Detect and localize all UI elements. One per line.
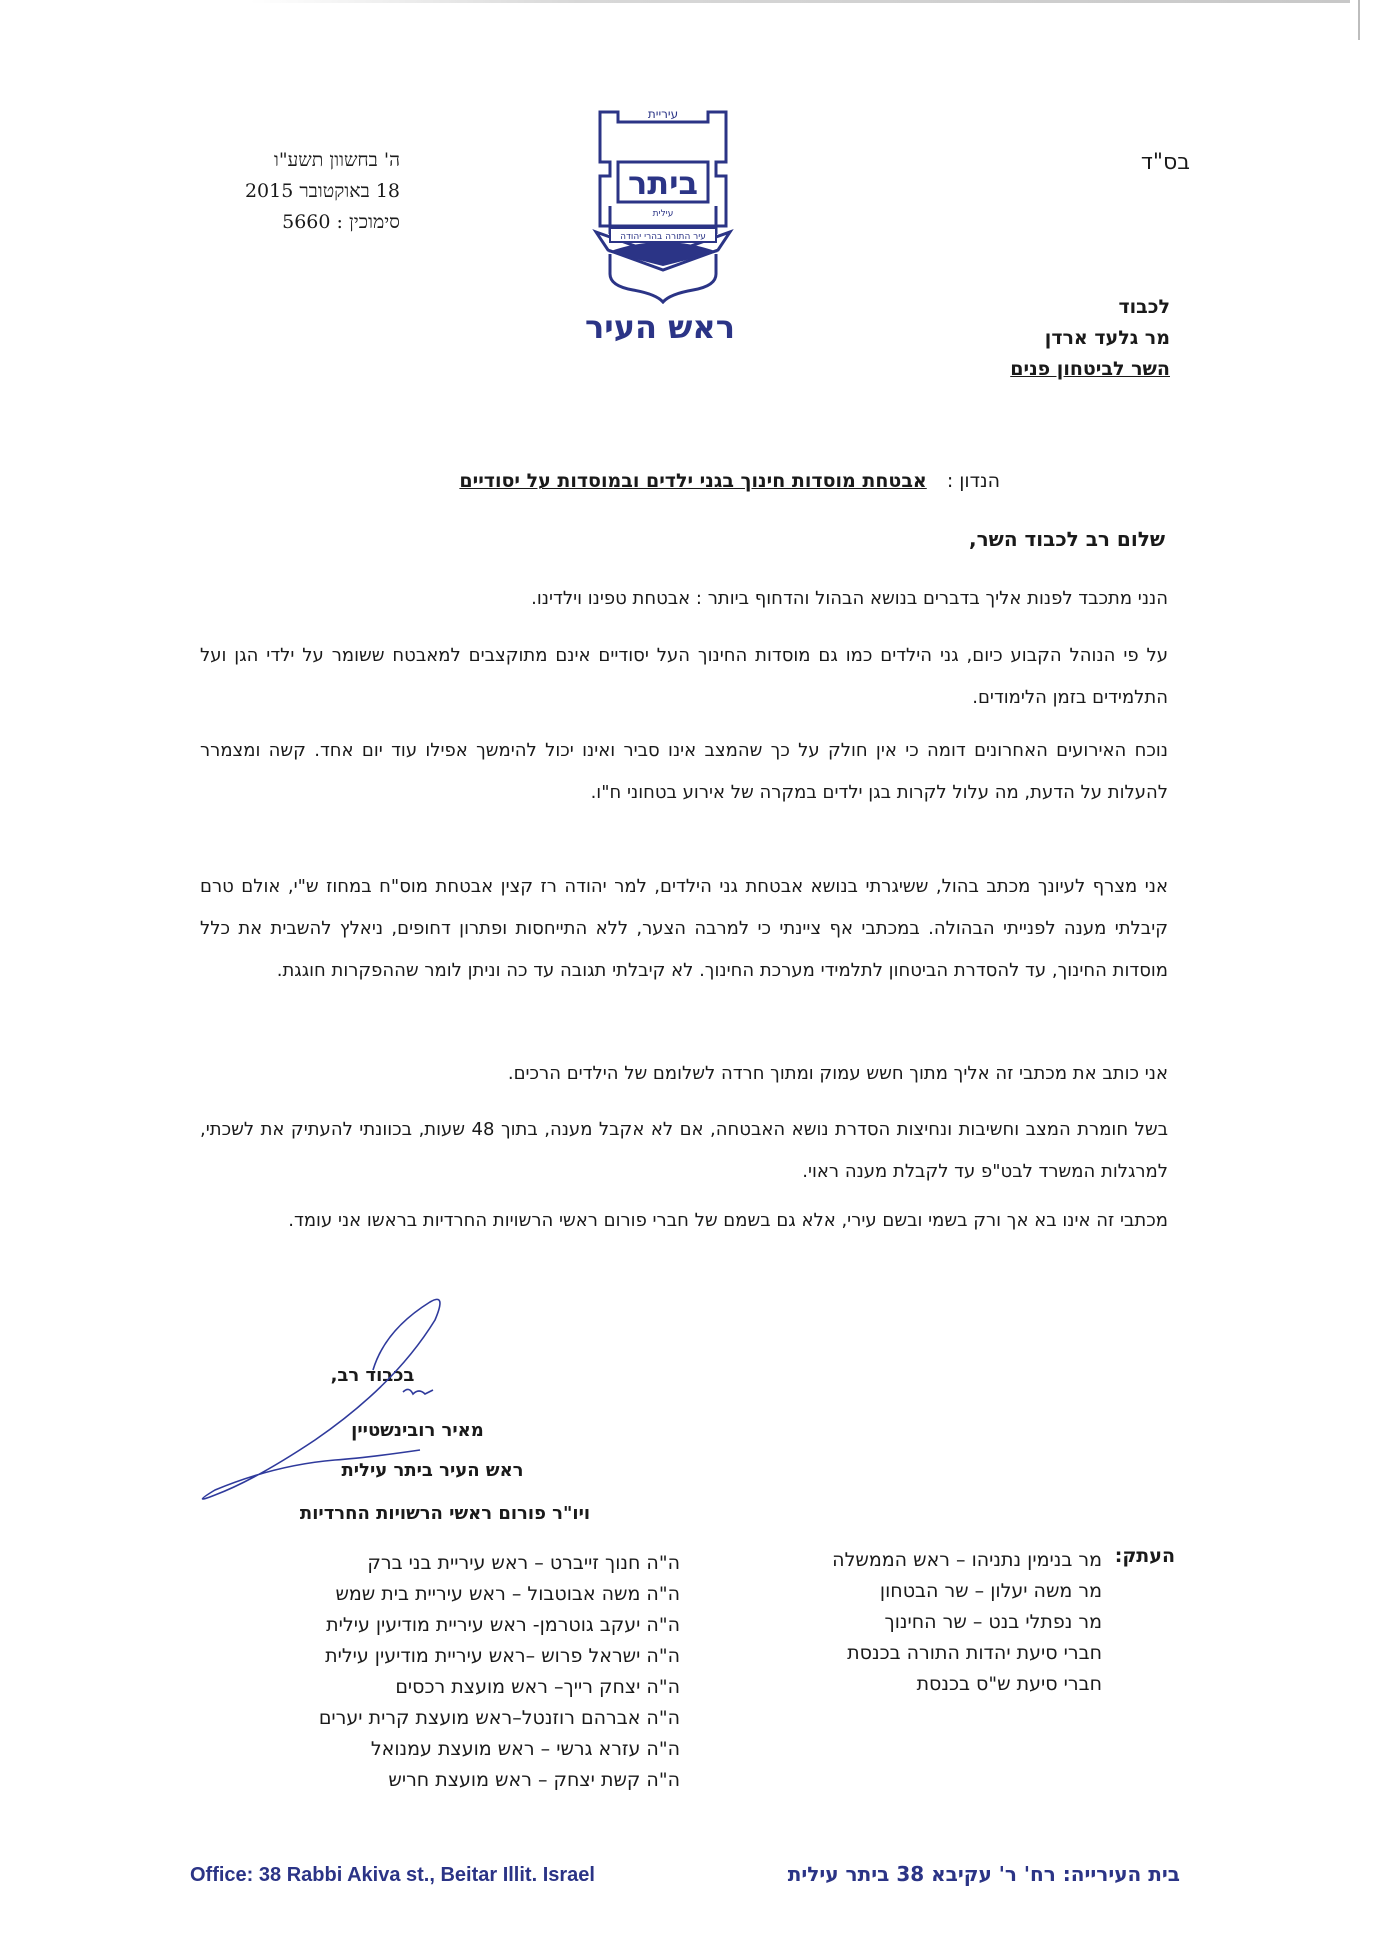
addressee-salutation: לכבוד: [1118, 296, 1170, 318]
paragraph: מכתבי זה אינו בא אך ורק בשמי ובשם עירי, אלא גם בשמם של חברי פורום ראשי הרשויות החרדיות בראשו אני עומד.: [288, 1210, 1168, 1231]
paragraph: אני מצרף לעיונך מכתב בהול, ששיגרתי בנושא אבטחת גני הילדים, למר יהודה רז קצין אבטחת מוס"ח במחוז ש"י, אולם טרם קיבלתי מענה לפנייתי הבהולה. במכתבי אף ציינתי כי למרבה הצער, ללא התייחסות ופתרון דחופים, ניאלץ להשבית את כלל מוסדות החינוך, עד להסדרת הביטחון לתלמידי מערכת החינוך. לא קיבלתי תגובה עד כה וניתן לומר שההפקרות חוגגת.: [200, 876, 1168, 981]
cc-item: מר בנימין נתניהו – ראש הממשלה: [832, 1549, 1102, 1571]
handwritten-signature: [195, 1290, 495, 1510]
forum-member: ה"ה יצחק רייך– ראש מועצת רכסים: [395, 1676, 680, 1698]
footer-address: [190, 1862, 1180, 1887]
reference-number: סימוכין : 5660: [282, 211, 400, 233]
footer-address-english: Office: 38 Rabbi Akiva st., Beitar Illit. Israel: [190, 1864, 595, 1886]
forum-member: ה"ה אברהם רוזנטל–ראש מועצת קרית יערים: [318, 1707, 680, 1729]
subject-line: [340, 470, 1000, 492]
paragraph: נוכח האירועים האחרונים דומה כי אין חולק על כך שהמצב אינו סביר ואינו יכול להימשך אפילו עוד יום אחד. קשה ומצמרר להעלות על הדעת, מה עלול לקרות בגן ילדים במקרה של אירוע בטחוני ח"ו.: [200, 740, 1168, 803]
logo-main-text: ביתר: [627, 164, 699, 202]
forum-member: ה"ה יעקב גוטרמן- ראש עיריית מודיעין עילית: [326, 1614, 680, 1636]
signer-name: מאיר רובינשטיין: [351, 1420, 484, 1441]
paragraph: בשל חומרת המצב וחשיבות ונחיצות הסדרת נושא האבטחה, אם לא אקבל מענה, בתוך 48 שעות, בכוונתי להעתיק את לשכתי, למרגלות המשרד לבט"פ עד לקבלת מענה ראוי.: [200, 1119, 1168, 1182]
greeting: שלום רב לכבוד השר,: [969, 527, 1165, 551]
forum-member: ה"ה חנוך זייברט – ראש עיריית בני ברק: [367, 1552, 680, 1574]
forum-member: ה"ה משה אבוטבול – ראש עיריית בית שמש: [335, 1583, 680, 1605]
subject-text: אבטחת מוסדות חינוך בגני ילדים ובמוסדות על יסודיים: [459, 470, 927, 492]
signer-role: ראש העיר ביתר עילית: [341, 1460, 524, 1481]
hebrew-date: ה' בחשוון תשע"ו: [273, 149, 400, 171]
cc-item: מר משה יעלון – שר הבטחון: [879, 1580, 1102, 1602]
logo-top-text: עיריית: [647, 107, 679, 121]
paragraph: על פי הנוהל הקבוע כיום, גני הילדים כמו גם מוסדות החינוך העל יסודיים אינם מתוקצבים למאבטח ששומר על ילדי הגן ועל התלמידים בזמן הלימודים.: [200, 645, 1168, 708]
bsd-heading: בס"ד: [1140, 150, 1190, 175]
addressee-name: מר גלעד ארדן: [1044, 327, 1170, 349]
date-block: [170, 145, 400, 238]
signature-icon: [195, 1290, 495, 1510]
signer-role-secondary: ויו"ר פורום ראשי הרשויות החרדיות: [299, 1503, 591, 1524]
addressee-title: השר לביטחון פנים: [1010, 358, 1170, 380]
forum-member: ה"ה ישראל פרוש –ראש עיריית מודיעין עילית: [325, 1645, 680, 1667]
logo-banner-text: עיר התורה בהרי יהודה: [620, 232, 706, 242]
footer-address-hebrew: בית העירייה: רח' ר' עקיבא 38 ביתר עילית: [787, 1862, 1180, 1886]
logo-sub-text: עילית: [652, 209, 674, 219]
addressee-block: [880, 292, 1170, 385]
paragraph: הנני מתכבד לפנות אליך בדברים בנושא הבהול והדחוף ביותר : אבטחת טפינו וילדינו.: [531, 588, 1168, 609]
forum-members-list: [190, 1548, 680, 1796]
cc-item: מר נפתלי בנט – שר החינוך: [884, 1611, 1102, 1633]
scan-edge: [250, 0, 1350, 3]
forum-member: ה"ה קשת יצחק – ראש מועצת חריש: [388, 1769, 680, 1791]
scan-edge: [1358, 0, 1360, 40]
subject-label: הנדון :: [946, 470, 1000, 492]
cc-list: [740, 1545, 1102, 1700]
cc-item: חברי סיעת יהדות התורה בכנסת: [847, 1642, 1102, 1664]
closing: בכבוד רב,: [330, 1365, 415, 1386]
forum-member: ה"ה עזרא גרשי – ראש מועצת עמנואל: [370, 1738, 680, 1760]
cc-label: העתק:: [1114, 1545, 1175, 1567]
city-emblem-icon: [588, 104, 738, 304]
city-emblem-logo: [588, 104, 738, 304]
mayor-title: ראש העיר: [585, 308, 735, 346]
cc-item: חברי סיעת ש"ס בכנסת: [916, 1673, 1102, 1695]
gregorian-date: 18 באוקטובר 2015: [244, 180, 400, 202]
paragraph: אני כותב את מכתבי זה אליך מתוך חשש עמוק ומתוך חרדה לשלומם של הילדים הרכים.: [507, 1063, 1168, 1084]
